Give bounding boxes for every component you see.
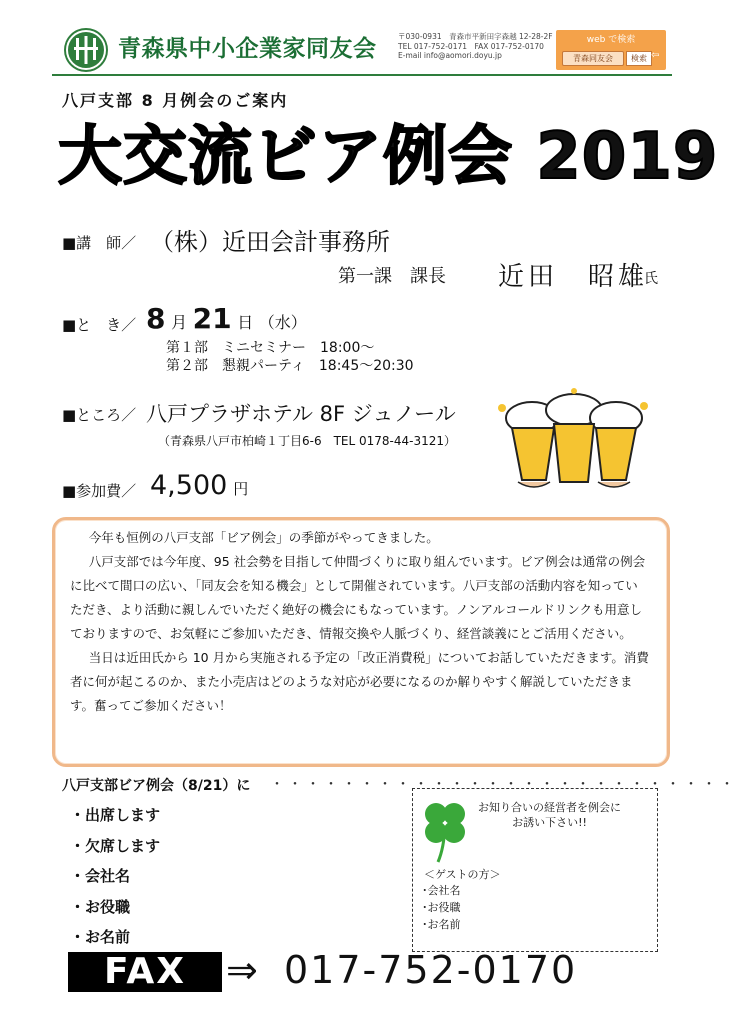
guest-company-field[interactable]: ･会社名: [422, 884, 461, 897]
org-name: 青森県中小企業家同友会: [118, 36, 377, 62]
schedule: [166, 339, 414, 375]
venue-name: 八戸プラザホテル 8F ジュノール: [146, 402, 456, 426]
schedule-part1: 第１部 ミニセミナー 18:00～: [166, 340, 375, 356]
reply-position-field[interactable]: ・お役職: [70, 897, 131, 916]
date-month-unit: 月: [171, 313, 188, 332]
reply-title: 八戸支部ビア例会（8/21）に: [62, 778, 251, 794]
message-paragraph: 今年も恒例の八戸支部「ビア例会」の季節がやってきました。: [88, 530, 439, 545]
clover-icon: [418, 796, 472, 868]
date-label: ■と き／: [62, 316, 137, 334]
reply-name-field[interactable]: ・お名前: [70, 928, 131, 946]
message-text: [70, 526, 650, 718]
subtitle: 八戸支部 8 月例会のご案内: [62, 91, 289, 110]
message-paragraph: 当日は近田氏から 10 月から実施される予定の「改正消費税」についてお話していただきます。消費者に何が起こるのか、また小売店はどのような対応が必要になるのか解りやすく解説していただきます。奮ってご参加ください！: [70, 650, 649, 713]
page-title: 大交流ビア例会 2019: [58, 120, 719, 194]
date-weekday: （水）: [258, 313, 307, 332]
lecturer-name: 近田 昭雄: [498, 262, 649, 292]
address-line: E-mail info@aomori.doyu.jp: [398, 51, 502, 60]
arrow-right-icon: ⇒: [226, 948, 258, 992]
venue-label: ■ところ／: [62, 406, 137, 424]
reply-options: [70, 800, 160, 953]
guest-heading: ＜ゲストの方＞: [424, 868, 501, 881]
org-address: [398, 32, 553, 61]
address-line: 〒030-0931 青森市平新田字森越 12-28-2F: [398, 32, 553, 41]
fax-label: FAX: [68, 952, 222, 992]
dotted-leader: ・・・・・・・・・・・・・・・・・・・・・・・・・・: [270, 777, 738, 793]
guest-invite: [478, 800, 621, 830]
date-day: 21: [192, 302, 232, 335]
fee-amount: [150, 470, 248, 501]
fee-unit: 円: [233, 480, 249, 498]
org-logo: [64, 28, 108, 72]
beer-toast-illustration: [498, 388, 650, 494]
lecturer-label: ■講 師／: [62, 234, 137, 252]
event-date: [146, 302, 307, 335]
guest-name-field[interactable]: ･お名前: [422, 918, 461, 931]
guest-position-field[interactable]: ･お役職: [422, 901, 461, 914]
search-input[interactable]: 青森同友会: [562, 51, 624, 66]
search-button[interactable]: 検索: [626, 51, 652, 66]
web-search-label: web で検索: [586, 35, 636, 45]
message-paragraph: 八戸支部では今年度、95 社会勢を目指して仲間づくりに取り組んでいます。ビア例会は通常の例会に比べて間口の広い、「同友会を知る機会」として開催されています。八戸支部の活動内容を知っていただき、より活動に親しんでいただく絶好の機会にもなっています。ノンアルコールドリンクも用意しておりますので、お気軽にご参加いただき、情報交換や人脈づくり、経営談義にとご活用ください。: [70, 554, 646, 641]
reply-company-field[interactable]: ・会社名: [70, 867, 131, 885]
lecturer-position: 第一課 課長: [338, 266, 446, 287]
reply-attend[interactable]: ・出席します: [70, 806, 161, 824]
fax-number: 017-752-0170: [284, 948, 578, 992]
fee-label: ■参加費／: [62, 482, 137, 500]
header-divider: [52, 74, 672, 76]
schedule-part2: 第２部 懇親パーティ 18:45～20:30: [166, 358, 414, 374]
fee-value: 4,500: [150, 470, 228, 501]
pointer-arrow-icon: ⇦: [651, 50, 660, 61]
lecturer-company: （株）近田会計事務所: [150, 228, 390, 256]
address-line: TEL 017-752-0171 FAX 017-752-0170: [398, 41, 544, 51]
reply-absent[interactable]: ・欠席します: [70, 836, 161, 855]
guest-invite-line: お誘い下さい!!: [512, 816, 587, 829]
date-month: 8: [146, 302, 166, 335]
lecturer-honorific: 氏: [644, 271, 658, 287]
logo-icon: [64, 28, 108, 72]
date-day-unit: 日: [237, 313, 254, 332]
guest-invite-line: お知り合いの経営者を例会に: [478, 801, 621, 814]
venue-address: （青森県八戸市柏崎１丁目6-6 TEL 0178-44-3121）: [158, 434, 457, 448]
guest-fields: [422, 882, 461, 933]
